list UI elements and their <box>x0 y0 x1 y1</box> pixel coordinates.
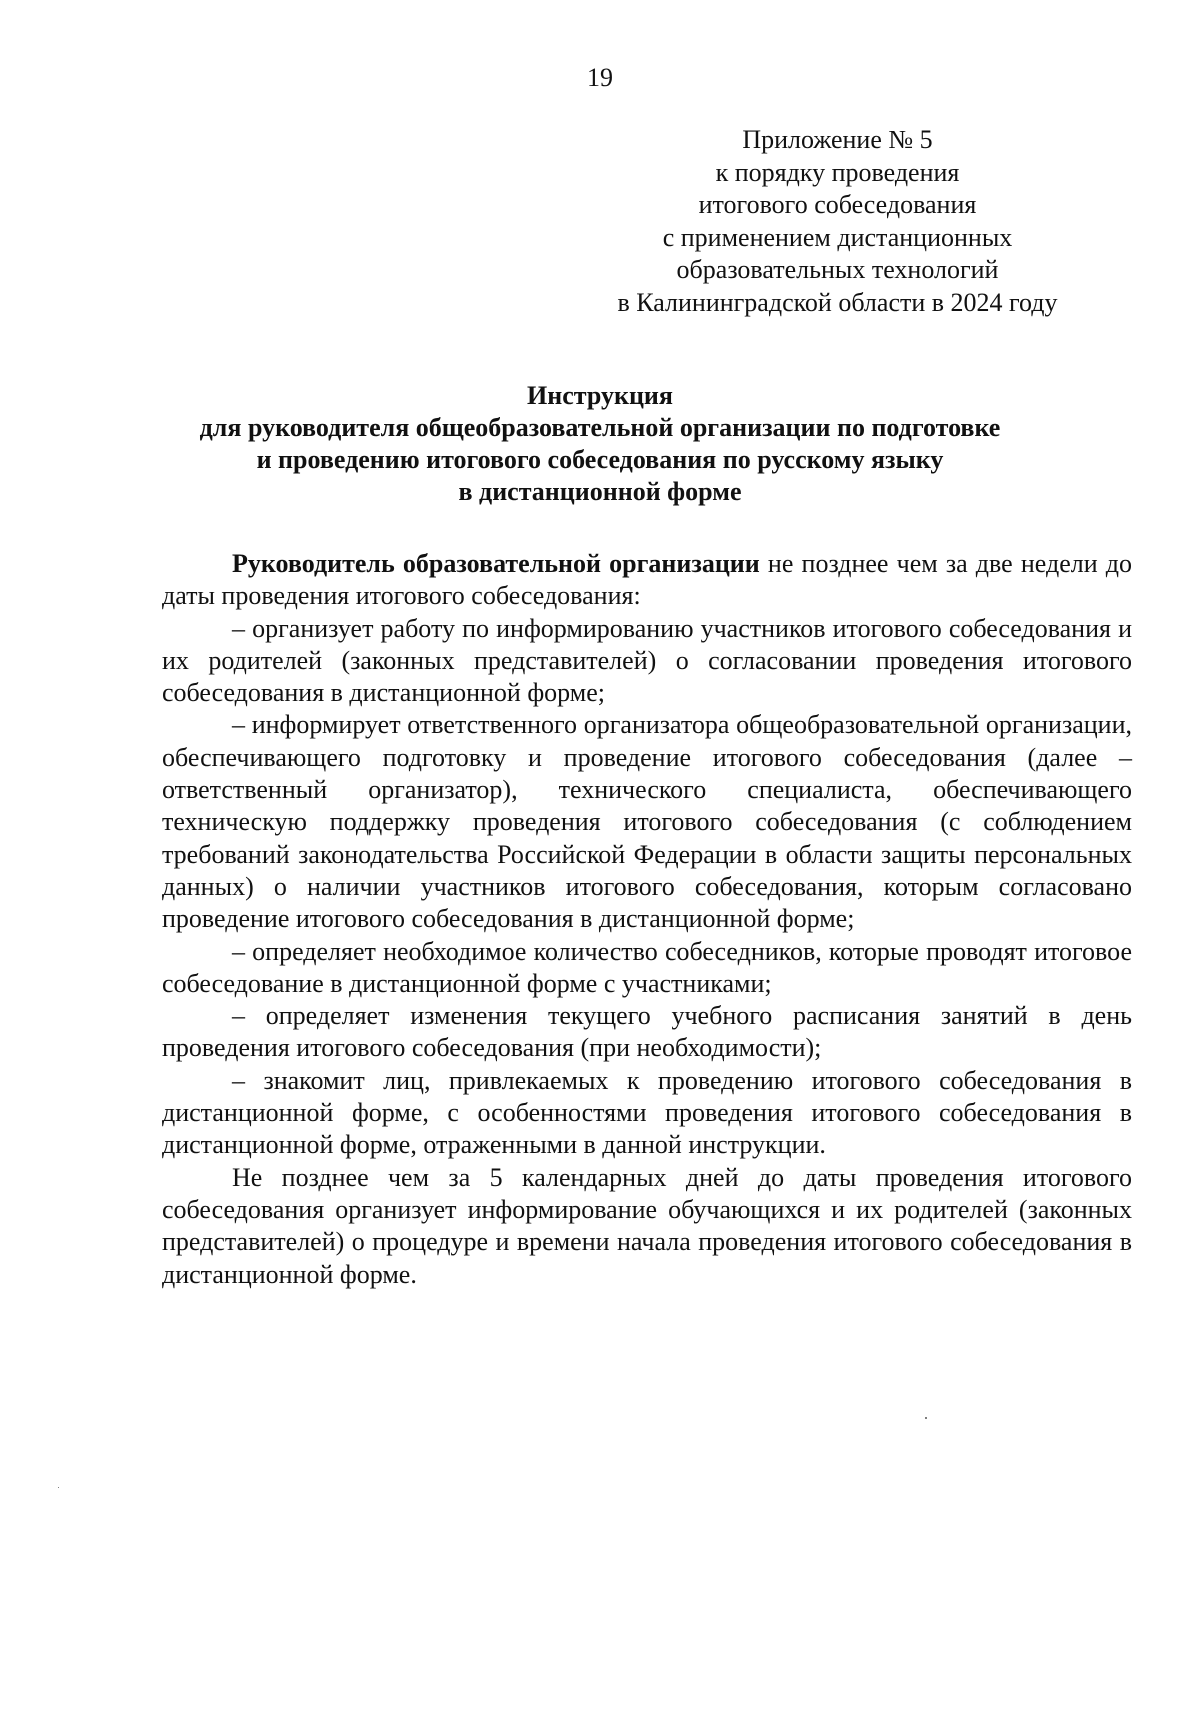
appendix-line: к порядку проведения <box>715 157 960 187</box>
appendix-header <box>560 124 1115 319</box>
document-body <box>162 548 1132 1291</box>
scan-speck <box>58 1487 59 1488</box>
title-line: и проведению итогового собеседования по русскому языку <box>256 445 944 474</box>
list-item: – определяет необходимое количество собеседников, которые проводят итоговое собеседование в дистанционной форме с участниками; <box>162 936 1132 998</box>
intro-text: не позднее чем за две недели до даты проведения итогового собеседования: <box>162 549 1132 611</box>
intro-bold-text: Руководитель образовательной организации <box>232 549 760 578</box>
appendix-line: Приложение № 5 <box>742 125 933 154</box>
final-paragraph: Не позднее чем за 5 календарных дней до даты проведения итогового собеседования организует информирование обучающихся и их родителей (законных представителей) о процедуре и времени начала проведения итогового собеседования в дистанционной форме. <box>162 1162 1132 1289</box>
list-item: – знакомит лиц, привлекаемых к проведению итогового собеседования в дистанционной форме, с особенностями проведения итогового собеседования в дистанционной форме, отраженными в данной инструкции. <box>162 1065 1132 1160</box>
appendix-line: с применением дистанционных <box>662 222 1013 252</box>
list-item: – информирует ответственного организатора общеобразовательной организации, обеспечивающего подготовку и проведение итогового собеседования (далее – ответственный организатор), технического специалиста, обеспечивающего техническую поддержку проведения итогового собеседования (с соблюдением требований законодательства Российской Федерации в области защиты персональных данных) о наличии участников итогового собеседования, которым согласовано проведение итогового собеседования в дистанционной форме; <box>162 710 1132 934</box>
page-number: 19 <box>587 63 613 92</box>
title-line: Инструкция <box>527 381 673 410</box>
document-title <box>150 380 1050 508</box>
scan-speck <box>925 1417 927 1419</box>
list-item: – организует работу по информированию участников итогового собеседования и их родителей (законных представителей) о согласовании проведения итогового собеседования в дистанционной форме; <box>162 613 1132 708</box>
appendix-line: образовательных технологий <box>676 255 999 284</box>
title-line: для руководителя общеобразовательной организации по подготовке <box>199 413 1001 442</box>
list-item: – определяет изменения текущего учебного расписания занятий в день проведения итогового собеседования (при необходимости); <box>162 1001 1132 1063</box>
appendix-line: итогового собеседования <box>698 190 977 219</box>
appendix-line: в Калининградской области в 2024 году <box>617 287 1058 317</box>
title-line: в дистанционной форме <box>458 477 742 506</box>
intro-paragraph <box>162 548 1132 613</box>
